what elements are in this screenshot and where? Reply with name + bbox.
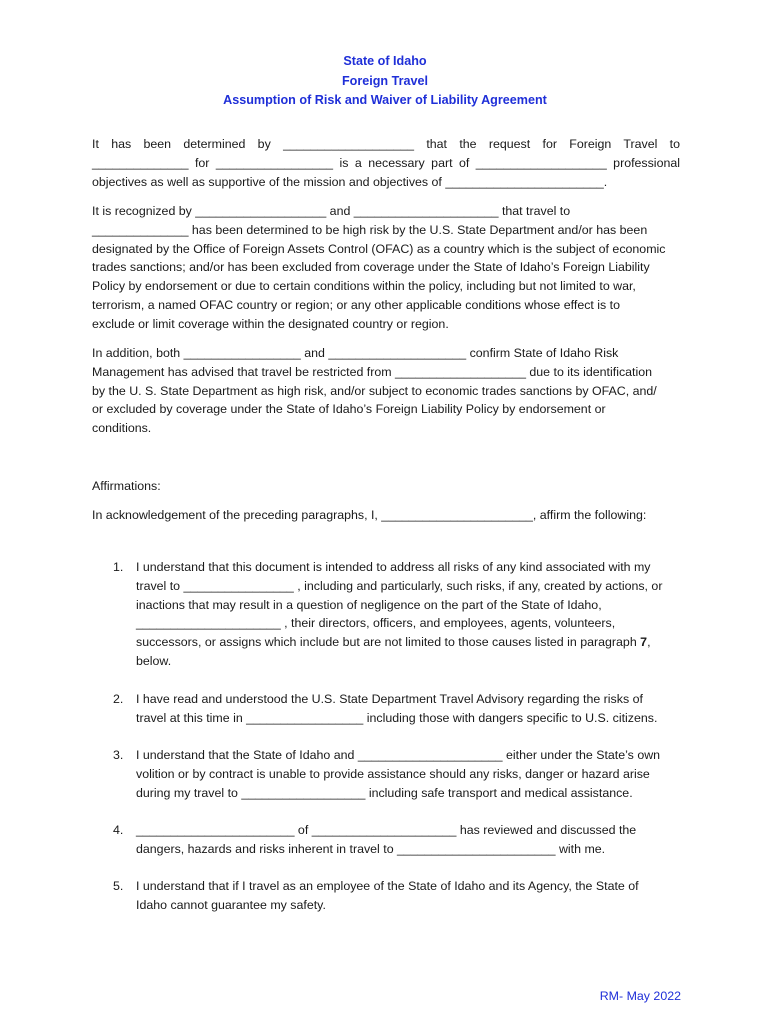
paragraph-line: conditions. [92,421,152,436]
item-line: I understand that the State of Idaho and _____________________ either under the State’s own [136,748,661,762]
paragraph-line: trades sanctions; and/or has been excluded from coverage under the State of Idaho’s Foreign Liability [92,260,650,275]
paragraph-line: terrorism, a named OFAC country or region; or any other applicable conditions whose effect is to [92,297,621,312]
item-line: Idaho cannot guarantee my safety. [136,897,326,912]
item-line: volition or by contract is unable to provide assistance should any risks, danger or hazard arise [136,766,650,781]
paragraph-line: by the U. S. State Department as high risk, and/or subject to economic trades sanctions by OFAC, and/ [92,383,657,398]
document-header [0,52,770,111]
item-number: 2. [113,692,124,706]
paragraph-line: In addition, both _________________ and ____________________ confirm State of Idaho Risk [92,346,619,360]
affirmations-heading: Affirmations: [92,479,161,493]
document-title: Assumption of Risk and Waiver of Liability Agreement [223,93,547,107]
paragraph-line: ______________ for _________________ is a necessary part of ___________________ professional [92,155,680,170]
paragraph-addition [92,344,680,438]
acknowledgement-line: In acknowledgement of the preceding paragraphs, I, ______________________, affirm the following: [92,508,647,522]
paragraph-line: Management has advised that travel be restricted from ___________________ due to its identification [92,364,653,379]
item-body [136,690,688,728]
item-line: _____________________ , their directors, officers, and employees, agents, volunteers, [136,616,616,631]
paragraph-recognition [92,202,680,334]
item-line: below. [136,653,172,668]
paragraph-line: It has been determined by ___________________ that the request for Foreign Travel to [92,137,680,151]
item-line: I have read and understood the U.S. State Department Travel Advisory regarding the risks of [136,692,643,706]
header-state: State of Idaho [343,54,427,68]
paragraph-line: designated by the Office of Foreign Assets Control (OFAC) as a country which is the subject of economic [92,241,666,256]
item-body [136,558,688,671]
item-body [136,821,688,859]
paragraph-reference: 7 [640,635,648,650]
item-body [136,746,688,802]
paragraph-determination [92,135,680,191]
item-line: I understand that this document is intended to address all risks of any kind associated with my [136,560,651,574]
item-body [136,877,688,915]
paragraph-line: Policy by endorsement or due to certain conditions within the policy, including but not limited to war, [92,279,636,294]
footer-revision: RM- May 2022 [599,989,681,1003]
item-line: inactions that may result in a question of negligence on the part of the State of Idaho, [136,597,602,612]
item-line: travel to ________________ , including and particularly, such risks, if any, created by actions, or [136,578,663,593]
paragraph-line: exclude or limit coverage within the designated country or region. [92,316,449,331]
item-number: 5. [113,879,124,893]
item-line: dangers, hazards and risks inherent in travel to _______________________ with me. [136,841,606,856]
item-number: 3. [113,748,124,762]
item-line: I understand that if I travel as an employee of the State of Idaho and its Agency, the State of [136,879,639,893]
paragraph-line: ______________ has been determined to be high risk by the U.S. State Department and/or has been [92,222,648,237]
item-line: _______________________ of _____________________ has reviewed and discussed the [136,823,637,837]
item-line-punctuation: , [647,635,651,650]
item-line [136,633,688,652]
paragraph-line: or excluded by coverage under the State of Idaho’s Foreign Liability Policy by endorsement or [92,402,606,417]
item-number: 4. [113,823,124,837]
item-line: during my travel to __________________ including safe transport and medical assistance. [136,785,633,800]
item-line-text: successors, or assigns which include but are not limited to those causes listed in paragraph [136,635,641,650]
item-number: 1. [113,560,124,574]
paragraph-line: objectives as well as supportive of the mission and objectives of _______________________. [92,174,608,189]
item-line: travel at this time in _________________ including those with dangers specific to U.S. citizens. [136,710,658,725]
paragraph-line: It is recognized by ___________________ and _____________________ that travel to [92,204,571,218]
header-subject: Foreign Travel [341,73,429,88]
